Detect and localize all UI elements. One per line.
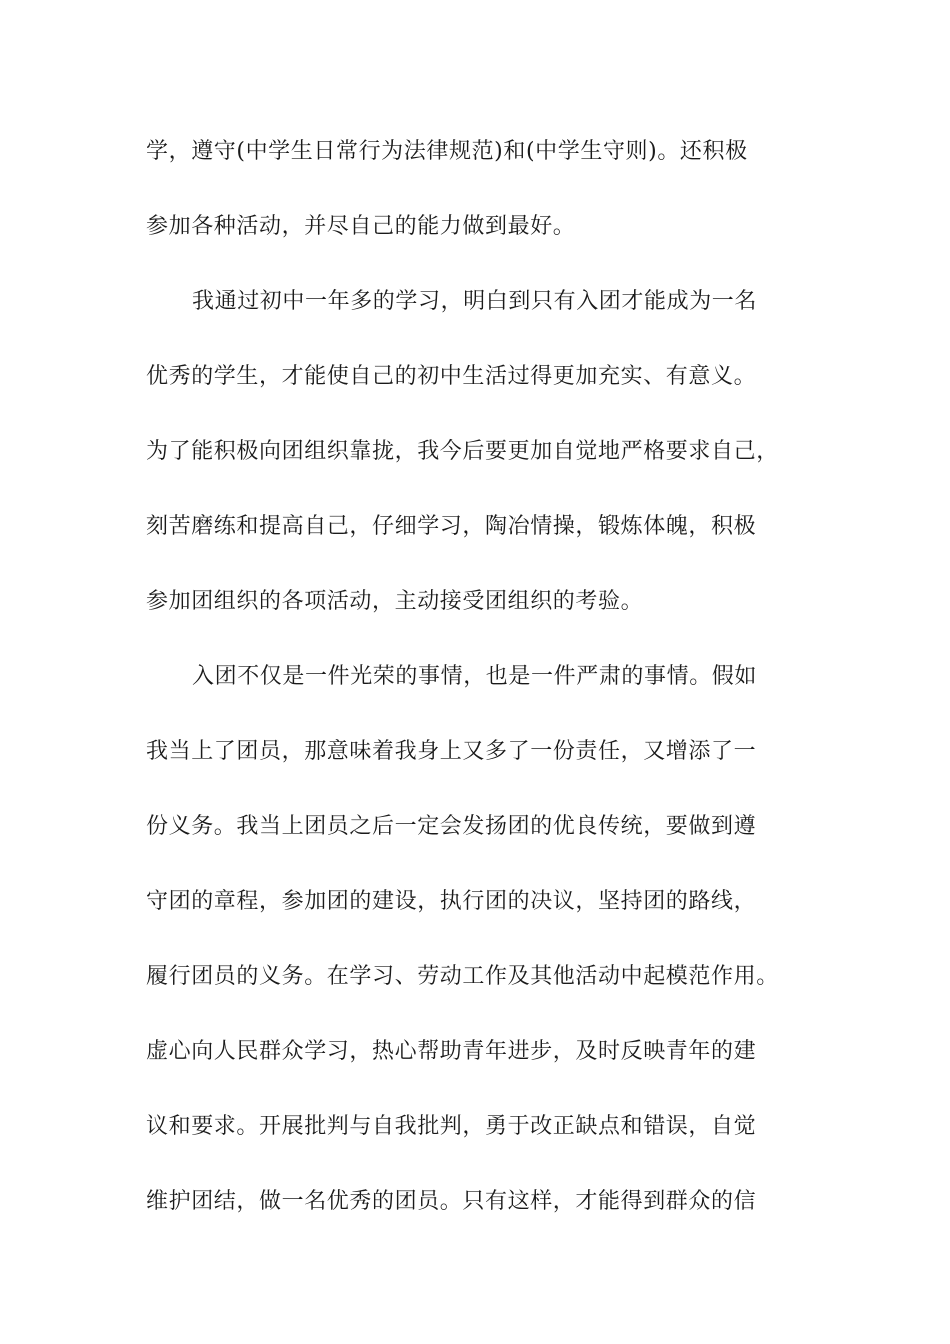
paragraph-start-line: 入团不仅是一件光荣的事情，也是一件严肃的事情。假如 <box>192 664 758 689</box>
text-line: 议和要求。开展批判与自我批判，勇于改正缺点和错误，自觉 <box>146 1114 757 1139</box>
text-line: 优秀的学生，才能使自己的初中生活过得更加充实、有意义。 <box>146 364 757 389</box>
text-line: 维护团结，做一名优秀的团员。只有这样，才能得到群众的信 <box>146 1189 757 1214</box>
text-line: 学，遵守(中学生日常行为法律规范)和(中学生守则)。还积极 <box>146 139 748 164</box>
text-line: 为了能积极向团组织靠拢，我今后要更加自觉地严格要求自己， <box>146 439 779 464</box>
text-line: 份义务。我当上团员之后一定会发扬团的优良传统，要做到遵 <box>146 814 757 839</box>
paragraph-start-line: 我通过初中一年多的学习，明白到只有入团才能成为一名 <box>192 289 758 314</box>
text-line: 刻苦磨练和提高自己，仔细学习，陶冶情操，锻炼体魄，积极 <box>146 514 757 539</box>
text-line: 参加团组织的各项活动，主动接受团组织的考验。 <box>146 589 644 614</box>
text-line: 履行团员的义务。在学习、劳动工作及其他活动中起模范作用。 <box>146 964 779 989</box>
text-line: 守团的章程，参加团的建设，执行团的决议，坚持团的路线， <box>146 889 757 914</box>
text-line: 我当上了团员，那意味着我身上又多了一份责任，又增添了一 <box>146 739 757 764</box>
text-line: 参加各种活动，并尽自己的能力做到最好。 <box>146 214 576 239</box>
text-line: 虚心向人民群众学习，热心帮助青年进步，及时反映青年的建 <box>146 1039 757 1064</box>
